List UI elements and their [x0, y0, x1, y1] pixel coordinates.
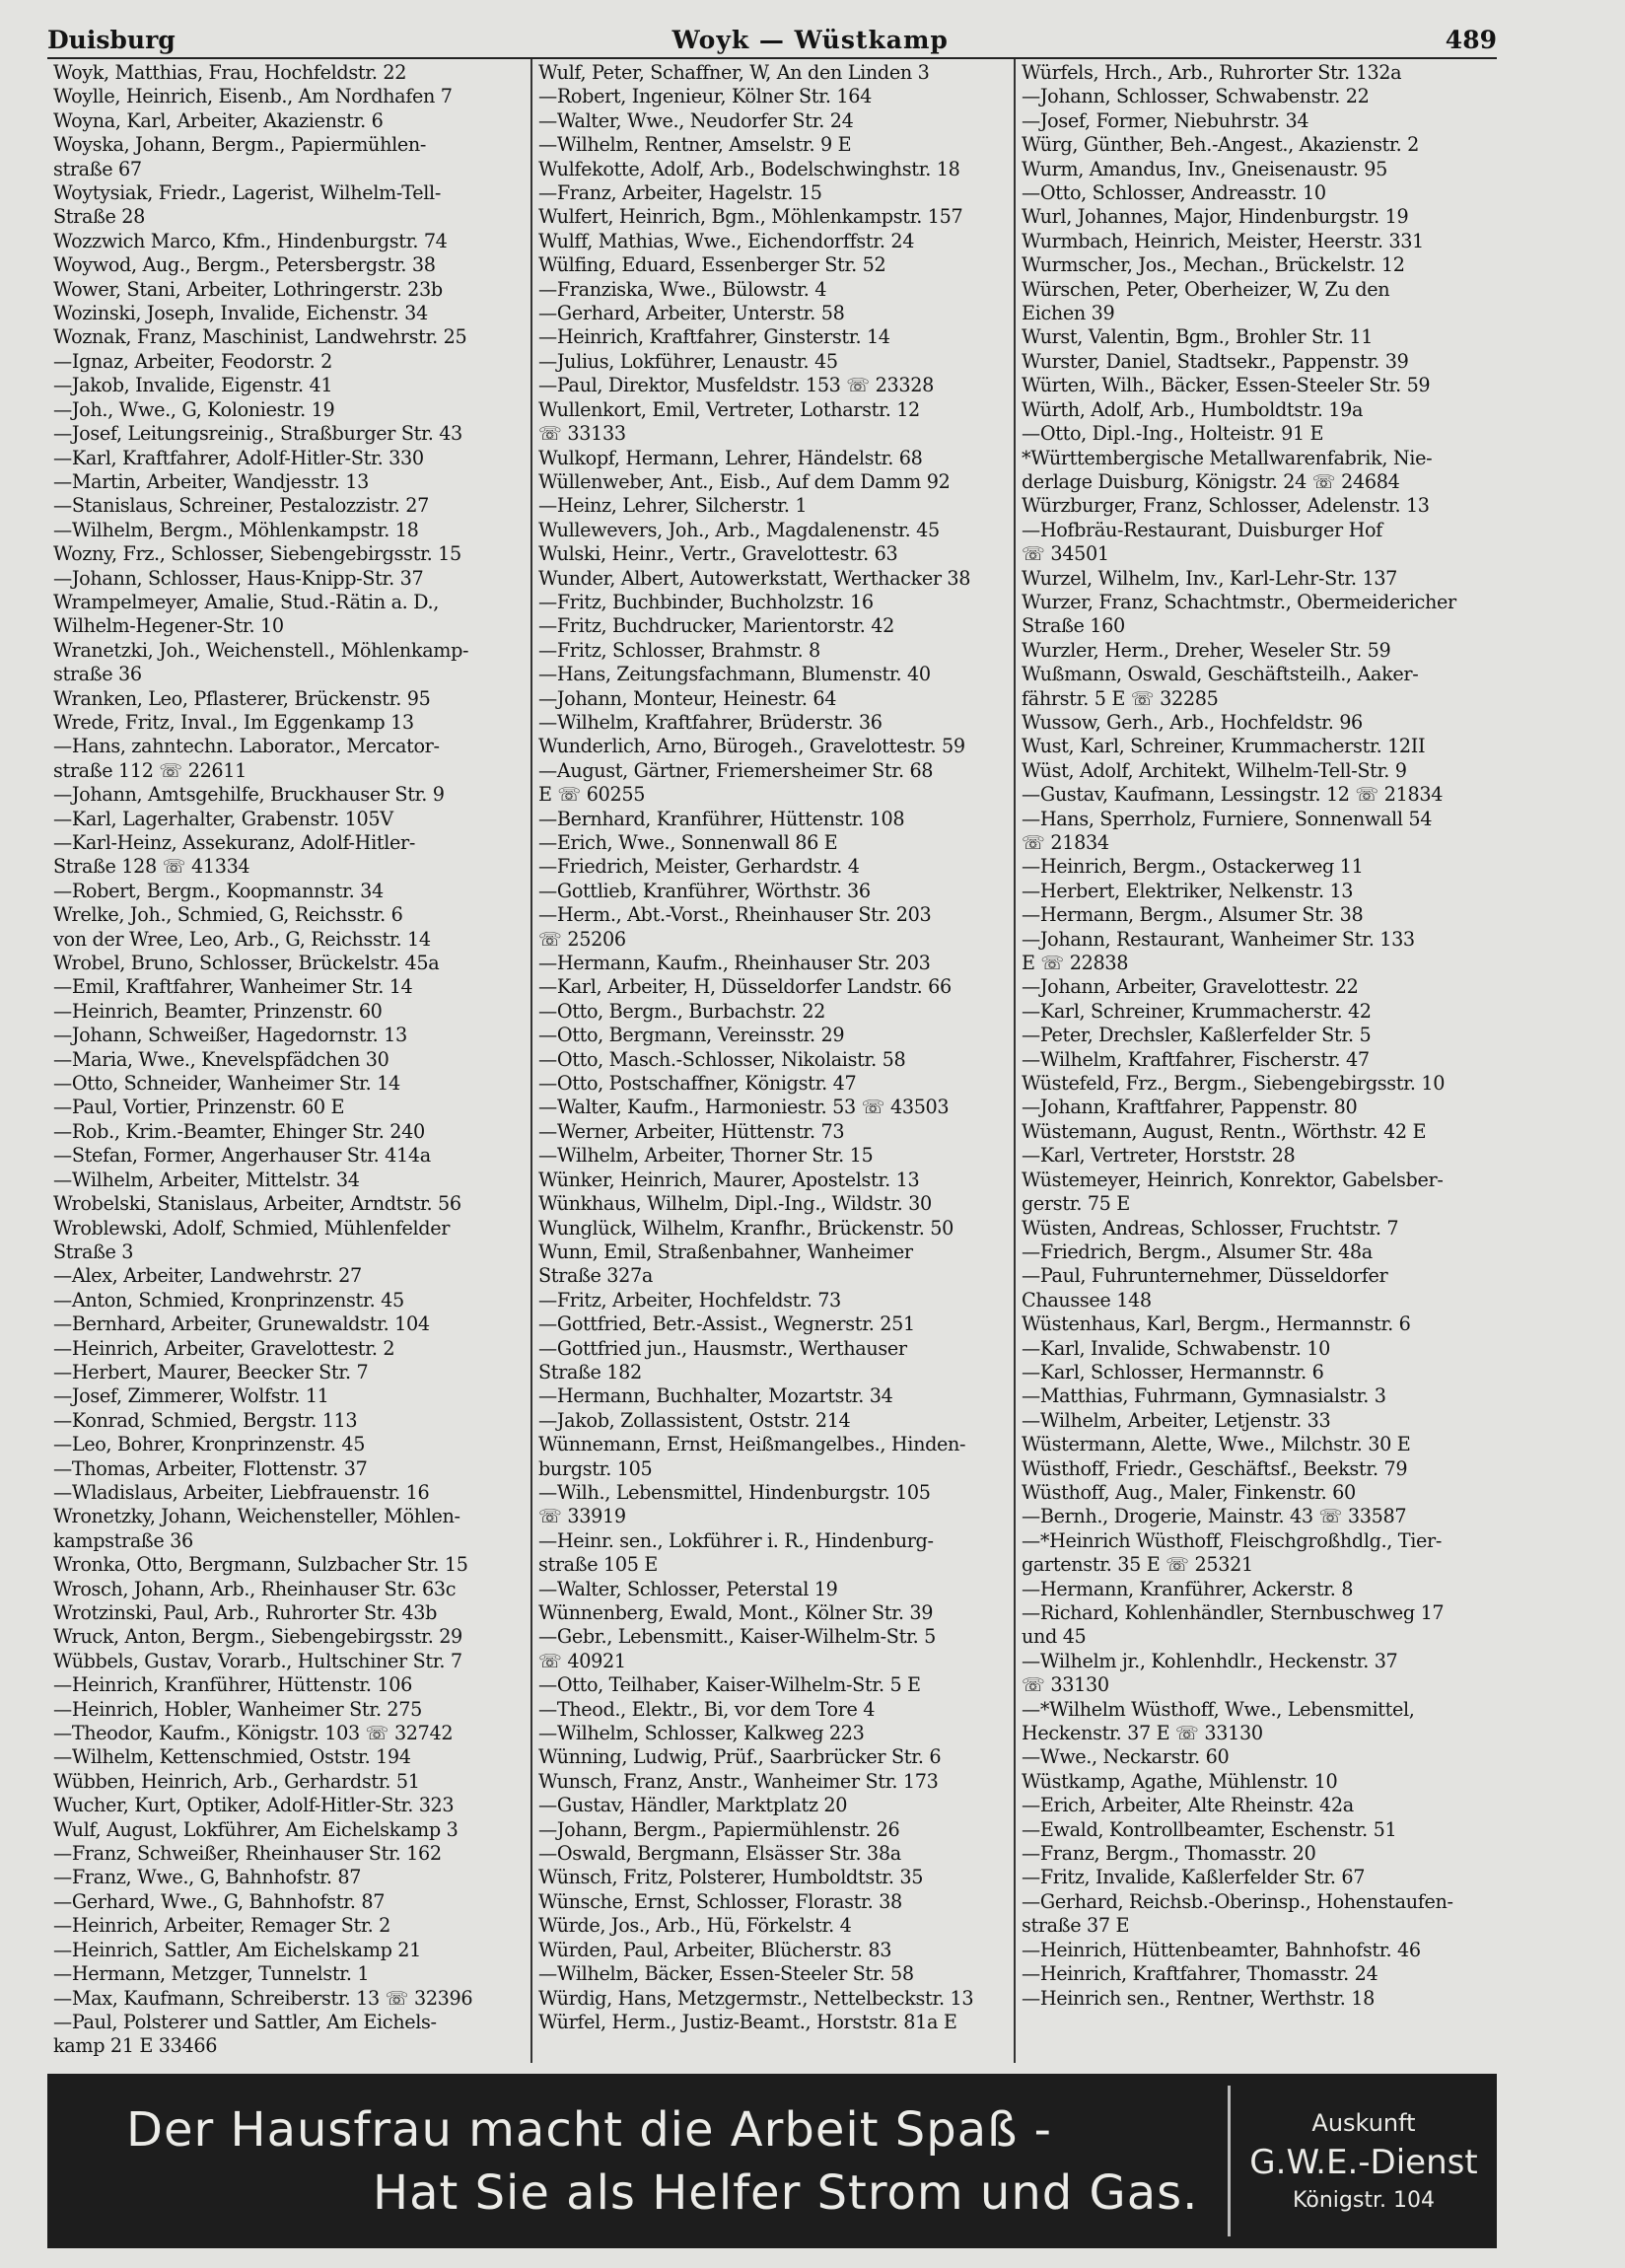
directory-entry-line: —Karl-Heinz, Assekuranz, Adolf-Hitler- [53, 831, 415, 854]
directory-entry-line: Wroblewski, Adolf, Schmied, Mühlenfelder [53, 1216, 451, 1240]
directory-entry-line: von der Wree, Leo, Arb., G, Reichsstr. 14 [53, 927, 431, 951]
directory-entry-line: —Heinrich, Kraftfahrer, Thomasstr. 24 [1022, 1962, 1378, 1986]
directory-entry-line: —Heinr. sen., Lokführer i. R., Hindenburg- [538, 1528, 934, 1552]
directory-entry-line: —Gottfried jun., Hausmstr., Werthauser [538, 1336, 907, 1360]
directory-columns [47, 59, 1497, 2063]
directory-entry-line: Wünsch, Fritz, Polsterer, Humboldtstr. 35 [538, 1866, 924, 1889]
directory-entry-line: —Gerhard, Arbeiter, Unterstr. 58 [538, 302, 845, 325]
directory-entry-line: Wulff, Mathias, Wwe., Eichendorffstr. 24 [538, 229, 915, 252]
directory-entry-line: —Heinz, Lehrer, Silcherstr. 1 [538, 494, 808, 518]
directory-entry-line: —Konrad, Schmied, Bergstr. 113 [53, 1408, 358, 1432]
directory-entry-line: —Heinrich, Kraftfahrer, Ginsterstr. 14 [538, 325, 890, 349]
directory-entry-line: straße 112 ☏ 22611 [53, 758, 247, 782]
directory-entry-line: —Heinrich, Arbeiter, Remager Str. 2 [53, 1914, 390, 1938]
directory-entry-line: —Karl, Lagerhalter, Grabenstr. 105V [53, 807, 393, 830]
ad-info-address: Königstr. 104 [1293, 2188, 1435, 2213]
directory-entry-line: —Fritz, Buchbinder, Buchholzstr. 16 [538, 590, 874, 613]
directory-entry-line: Wulfekotte, Adolf, Arb., Bodelschwinghstr. 18 [538, 157, 960, 180]
directory-entry-line: Wurmscher, Jos., Mechan., Brückelstr. 12 [1022, 253, 1405, 277]
directory-entry-line: —Wwe., Neckarstr. 60 [1022, 1745, 1230, 1769]
directory-entry-line: —Paul, Polsterer und Sattler, Am Eichels- [53, 2010, 437, 2033]
directory-entry-line: —Matthias, Fuhrmann, Gymnasialstr. 3 [1022, 1384, 1386, 1408]
directory-entry-line: —Johann, Schweißer, Hagedornstr. 13 [53, 1024, 407, 1047]
directory-entry-line: —Karl, Schlosser, Hermannstr. 6 [1022, 1360, 1324, 1383]
directory-entry-line: Wurm, Amandus, Inv., Gneisenaustr. 95 [1022, 157, 1388, 180]
ad-slogan-line-1: Der Hausfrau macht die Arbeit Spaß - [126, 2101, 1052, 2158]
directory-entry-line: —Hermann, Buchhalter, Mozartstr. 34 [538, 1384, 893, 1408]
directory-entry-line: Wrampelmeyer, Amalie, Stud.-Rätin a. D., [53, 590, 440, 613]
directory-entry-line: —Josef, Zimmerer, Wolfstr. 11 [53, 1384, 329, 1408]
directory-entry-line: —Walter, Wwe., Neudorfer Str. 24 [538, 108, 854, 132]
directory-entry-line: Wranetzki, Joh., Weichenstell., Möhlenkamp- [53, 638, 469, 662]
directory-entry-line: Wüst, Adolf, Architekt, Wilhelm-Tell-Str. 9 [1022, 758, 1407, 782]
directory-entry-line: —Karl, Invalide, Schwabenstr. 10 [1022, 1336, 1330, 1360]
directory-column-1 [47, 59, 530, 2063]
directory-entry-line: —Wladislaus, Arbeiter, Liebfrauenstr. 16 [53, 1480, 430, 1504]
directory-entry-line: —Bernhard, Arbeiter, Grunewaldstr. 104 [53, 1312, 430, 1336]
directory-entry-line: —Fritz, Invalide, Kaßlerfelder Str. 67 [1022, 1866, 1366, 1889]
directory-entry-line: Würzburger, Franz, Schlosser, Adelenstr. 13 [1022, 494, 1430, 518]
directory-entry-line: Wulski, Heinr., Vertr., Gravelottestr. 63 [538, 542, 898, 566]
directory-entry-line: straße 67 [53, 157, 142, 180]
directory-entry-line: Würfel, Herm., Justiz-Beamt., Horststr. 81a E [538, 2010, 957, 2033]
ad-slogan-line-2: Hat Sie als Helfer Strom und Gas. [373, 2164, 1199, 2221]
directory-entry-line: —Karl, Kraftfahrer, Adolf-Hitler-Str. 330 [53, 446, 424, 469]
directory-entry-line: —Werner, Arbeiter, Hüttenstr. 73 [538, 1119, 845, 1143]
directory-entry-line: Wünkhaus, Wilhelm, Dipl.-Ing., Wildstr. 30 [538, 1192, 932, 1216]
directory-entry-line: —Heinrich sen., Rentner, Werthstr. 18 [1022, 1986, 1376, 2010]
directory-entry-line: —Hans, zahntechn. Laborator., Mercator- [53, 735, 440, 758]
directory-entry-line: Straße 28 [53, 205, 146, 229]
directory-entry-line: Woyk, Matthias, Frau, Hochfeldstr. 22 [53, 61, 407, 84]
directory-entry-line: —Theodor, Kaufm., Königstr. 103 ☏ 32742 [53, 1722, 454, 1745]
directory-entry-line: Wrede, Fritz, Inval., Im Eggenkamp 13 [53, 710, 414, 734]
directory-entry-line: —Johann, Schlosser, Haus-Knipp-Str. 37 [53, 566, 424, 590]
directory-entry-line: —Herm., Abt.-Vorst., Rheinhauser Str. 203 [538, 903, 932, 927]
directory-entry-line: —Friedrich, Bergm., Alsumer Str. 48a [1022, 1240, 1373, 1263]
directory-entry-line: —Anton, Schmied, Kronprinzenstr. 45 [53, 1288, 404, 1311]
directory-entry-line: —Erich, Wwe., Sonnenwall 86 E [538, 831, 838, 854]
directory-entry-line: —Theod., Elektr., Bi, vor dem Tore 4 [538, 1697, 876, 1721]
directory-entry-line: Würth, Adolf, Arb., Humboldtstr. 19a [1022, 397, 1364, 421]
directory-entry-line: —Wilhelm jr., Kohlenhdlr., Heckenstr. 37 [1022, 1649, 1398, 1672]
directory-entry-line: Wüsthoff, Friedr., Geschäftsf., Beekstr. 79 [1022, 1456, 1408, 1480]
directory-entry-line: Wurl, Johannes, Major, Hindenburgstr. 19 [1022, 205, 1409, 229]
directory-entry-line: —Wilh., Lebensmittel, Hindenburgstr. 105 [538, 1480, 931, 1504]
directory-entry-line: —Franz, Schweißer, Rheinhauser Str. 162 [53, 1842, 442, 1866]
directory-entry-line: Woyna, Karl, Arbeiter, Akazienstr. 6 [53, 108, 384, 132]
directory-entry-line: Wurzel, Wilhelm, Inv., Karl-Lehr-Str. 137 [1022, 566, 1398, 590]
directory-entry-line: Wünnemann, Ernst, Heißmangelbes., Hinden- [538, 1433, 966, 1456]
directory-entry-line: —Johann, Arbeiter, Gravelottestr. 22 [1022, 975, 1359, 999]
ad-info-label: Auskunft [1311, 2109, 1416, 2137]
directory-entry-line: —Wilhelm, Arbeiter, Thorner Str. 15 [538, 1144, 874, 1168]
directory-entry-line: —Hans, Zeitungsfachmann, Blumenstr. 40 [538, 663, 931, 686]
directory-entry-line: Wronetzky, Johann, Weichensteller, Möhlen- [53, 1505, 460, 1528]
directory-entry-line: Wurst, Valentin, Bgm., Brohler Str. 11 [1022, 325, 1374, 349]
directory-entry-line: —Heinrich, Sattler, Am Eichelskamp 21 [53, 1938, 421, 1961]
directory-entry-line: Wunsch, Franz, Anstr., Wanheimer Str. 173 [538, 1769, 939, 1793]
directory-entry-line: Wunder, Albert, Autowerkstatt, Werthacker 38 [538, 566, 971, 590]
directory-entry-line: gerstr. 75 E [1022, 1192, 1130, 1216]
directory-entry-line: Wüllenweber, Ant., Eisb., Auf dem Damm 92 [538, 469, 951, 493]
directory-entry-line: Würg, Günther, Beh.-Angest., Akazienstr. 2 [1022, 133, 1419, 157]
directory-entry-line: —Alex, Arbeiter, Landwehrstr. 27 [53, 1264, 362, 1288]
directory-entry-line: Wozzwich Marco, Kfm., Hindenburgstr. 74 [53, 229, 448, 252]
directory-entry-line: Wust, Karl, Schreiner, Krummacherstr. 12II [1022, 735, 1426, 758]
directory-entry-line: Wucher, Kurt, Optiker, Adolf-Hitler-Str. 323 [53, 1794, 455, 1817]
directory-entry-line: —Wilhelm, Kraftfahrer, Brüderstr. 36 [538, 710, 883, 734]
directory-entry-line: —Heinrich, Hobler, Wanheimer Str. 275 [53, 1697, 423, 1721]
page-number: 489 [1445, 25, 1497, 54]
directory-entry-line: Wronka, Otto, Bergmann, Sulzbacher Str. 15 [53, 1553, 468, 1577]
directory-entry-line: Straße 160 [1022, 614, 1125, 638]
directory-entry-line: Straße 128 ☏ 41334 [53, 855, 250, 879]
directory-entry-line: —Otto, Teilhaber, Kaiser-Wilhelm-Str. 5 E [538, 1673, 921, 1697]
directory-entry-line: —Heinrich, Bergm., Ostackerweg 11 [1022, 855, 1364, 879]
directory-entry-line: —Fritz, Schlosser, Brahmstr. 8 [538, 638, 820, 662]
directory-entry-line: —Rob., Krim.-Beamter, Ehinger Str. 240 [53, 1119, 425, 1143]
directory-entry-line: —Leo, Bohrer, Kronprinzenstr. 45 [53, 1433, 366, 1456]
directory-entry-line: —Stanislaus, Schreiner, Pestalozzistr. 27 [53, 494, 430, 518]
directory-entry-line: straße 105 E [538, 1553, 658, 1577]
directory-entry-line: Chaussee 148 [1022, 1288, 1152, 1311]
directory-entry-line: —Franz, Arbeiter, Hagelstr. 15 [538, 181, 822, 205]
directory-entry-line: —Wilhelm, Kraftfahrer, Fischerstr. 47 [1022, 1047, 1370, 1071]
ad-slogan [47, 2074, 1228, 2248]
directory-entry-line: Würde, Jos., Arb., Hü, Förkelstr. 4 [538, 1914, 852, 1938]
directory-entry-line: —Julius, Lokführer, Lenaustr. 45 [538, 349, 838, 373]
directory-entry-line: Wünnenberg, Ewald, Mont., Kölner Str. 39 [538, 1601, 934, 1624]
directory-entry-line: Woylle, Heinrich, Eisenb., Am Nordhafen 7 [53, 85, 453, 108]
directory-entry-line: —Herbert, Maurer, Beecker Str. 7 [53, 1360, 369, 1383]
directory-entry-line: Wullenkort, Emil, Vertreter, Lotharstr. 12 [538, 397, 920, 421]
directory-entry-line: Wübben, Heinrich, Arb., Gerhardstr. 51 [53, 1769, 420, 1793]
directory-entry-line: burgstr. 105 [538, 1456, 653, 1480]
directory-entry-line: Wußmann, Oswald, Geschäftsteilh., Aaker- [1022, 663, 1419, 686]
directory-entry-line: —Ignaz, Arbeiter, Feodorstr. 2 [53, 349, 332, 373]
directory-entry-line: —Friedrich, Meister, Gerhardstr. 4 [538, 855, 860, 879]
directory-entry-line: —Karl, Schreiner, Krummacherstr. 42 [1022, 999, 1372, 1023]
directory-entry-line: Wüsthoff, Aug., Maler, Finkenstr. 60 [1022, 1480, 1356, 1504]
directory-entry-line: Straße 182 [538, 1360, 642, 1383]
directory-entry-line: Wulf, Peter, Schaffner, W, An den Linden 3 [538, 61, 930, 84]
directory-entry-line: Straße 327a [538, 1264, 653, 1288]
directory-entry-line: Wüstemann, August, Rentn., Wörthstr. 42 E [1022, 1119, 1427, 1143]
directory-entry-line: —Erich, Arbeiter, Alte Rheinstr. 42a [1022, 1794, 1354, 1817]
directory-entry-line: Wower, Stani, Arbeiter, Lothringerstr. 23b [53, 277, 443, 301]
directory-entry-line: —Jakob, Invalide, Eigenstr. 41 [53, 374, 333, 397]
directory-entry-line: Wranken, Leo, Pflasterer, Brückenstr. 95 [53, 686, 431, 710]
directory-entry-line: —Joh., Wwe., G, Koloniestr. 19 [53, 397, 335, 421]
directory-entry-line: —Hermann, Bergm., Alsumer Str. 38 [1022, 903, 1364, 927]
directory-entry-line: Wüstermann, Alette, Wwe., Milchstr. 30 E [1022, 1433, 1411, 1456]
directory-entry-line: —Herbert, Elektriker, Nelkenstr. 13 [1022, 879, 1354, 902]
directory-entry-line: —Robert, Ingenieur, Kölner Str. 164 [538, 85, 872, 108]
directory-entry-line: Wurzler, Herm., Dreher, Weseler Str. 59 [1022, 638, 1391, 662]
directory-entry-line: Wurmbach, Heinrich, Meister, Heerstr. 331 [1022, 229, 1424, 252]
directory-entry-line: —Bernhard, Kranführer, Hüttenstr. 108 [538, 807, 905, 830]
directory-entry-line: Wüstemeyer, Heinrich, Konrektor, Gabelsber- [1022, 1168, 1444, 1191]
directory-entry-line: Straße 3 [53, 1240, 134, 1263]
header-city: Duisburg [47, 25, 176, 54]
directory-entry-line: —Franz, Wwe., G, Bahnhofstr. 87 [53, 1866, 362, 1889]
directory-entry-line: —Heinrich, Beamter, Prinzenstr. 60 [53, 999, 383, 1023]
directory-entry-line: —Otto, Bergmann, Vereinsstr. 29 [538, 1024, 845, 1047]
directory-entry-line: —Heinrich, Arbeiter, Gravelottestr. 2 [53, 1336, 395, 1360]
advertisement-banner [47, 2074, 1497, 2248]
directory-entry-line: —Karl, Vertreter, Horststr. 28 [1022, 1144, 1296, 1168]
directory-entry-line: —Otto, Schneider, Wanheimer Str. 14 [53, 1072, 400, 1096]
directory-entry-line: —Gerhard, Wwe., G, Bahnhofstr. 87 [53, 1889, 386, 1913]
directory-entry-line: —Wilhelm, Rentner, Amselstr. 9 E [538, 133, 852, 157]
directory-entry-line: —Heinrich, Kranführer, Hüttenstr. 106 [53, 1673, 413, 1697]
directory-entry-line: —Heinrich, Hüttenbeamter, Bahnhofstr. 46 [1022, 1938, 1421, 1961]
directory-entry-line: —Hofbräu-Restaurant, Duisburger Hof [1022, 518, 1382, 541]
directory-entry-line: Würschen, Peter, Oberheizer, W, Zu den [1022, 277, 1390, 301]
directory-entry-line: Würden, Paul, Arbeiter, Blücherstr. 83 [538, 1938, 892, 1961]
directory-entry-line: —Otto, Schlosser, Andreasstr. 10 [1022, 181, 1326, 205]
directory-entry-line: kampstraße 36 [53, 1528, 193, 1552]
directory-entry-line: —Stefan, Former, Angerhauser Str. 414a [53, 1144, 431, 1168]
ad-info-name: G.W.E.-Dienst [1249, 2143, 1478, 2182]
directory-entry-line: —Maria, Wwe., Knevelspfädchen 30 [53, 1047, 389, 1071]
directory-entry-line: Wunderlich, Arno, Bürogeh., Gravelottestr. 59 [538, 735, 965, 758]
directory-entry-line: Heckenstr. 37 E ☏ 33130 [1022, 1722, 1263, 1745]
directory-entry-line: —Gottlieb, Kranführer, Wörthstr. 36 [538, 879, 871, 902]
directory-entry-line: und 45 [1022, 1625, 1087, 1649]
directory-entry-line: —Johann, Restaurant, Wanheimer Str. 133 [1022, 927, 1415, 951]
directory-entry-line: ☏ 40921 [538, 1649, 626, 1672]
directory-entry-line: Wurzer, Franz, Schachtmstr., Obermeidericher [1022, 590, 1456, 613]
directory-entry-line: Wüstkamp, Agathe, Mühlenstr. 10 [1022, 1769, 1338, 1793]
directory-entry-line: ☏ 33919 [538, 1505, 626, 1528]
directory-entry-line: —Paul, Fuhrunternehmer, Düsseldorfer [1022, 1264, 1388, 1288]
directory-entry-line: —*Heinrich Wüsthoff, Fleischgroßhdlg., Tier- [1022, 1528, 1442, 1552]
directory-entry-line: —Otto, Postschaffner, Königstr. 47 [538, 1072, 857, 1096]
directory-entry-line: —Walter, Schlosser, Peterstal 19 [538, 1577, 838, 1600]
directory-entry-line: Wrobelski, Stanislaus, Arbeiter, Arndtstr. 56 [53, 1192, 461, 1216]
directory-entry-line: —Wilhelm, Kettenschmied, Oststr. 194 [53, 1745, 411, 1769]
directory-entry-line: —Gerhard, Reichsb.-Oberinsp., Hohenstaufen- [1022, 1889, 1453, 1913]
directory-entry-line: —Thomas, Arbeiter, Flottenstr. 37 [53, 1456, 368, 1480]
directory-entry-line: —Richard, Kohlenhändler, Sternbuschweg 17 [1022, 1601, 1445, 1624]
directory-entry-line: fährstr. 5 E ☏ 32285 [1022, 686, 1219, 710]
directory-entry-line: straße 37 E [1022, 1914, 1130, 1938]
directory-entry-line: ☏ 33133 [538, 422, 626, 446]
directory-entry-line: Wüstenhaus, Karl, Bergm., Hermannstr. 6 [1022, 1312, 1411, 1336]
directory-entry-line: —Franziska, Wwe., Bülowstr. 4 [538, 277, 827, 301]
directory-entry-line: Wüsten, Andreas, Schlosser, Fruchtstr. 7 [1022, 1216, 1399, 1240]
directory-entry-line: ☏ 33130 [1022, 1673, 1109, 1697]
directory-entry-line: ☏ 25206 [538, 927, 626, 951]
directory-entry-line: —Johann, Bergm., Papiermühlenstr. 26 [538, 1817, 900, 1841]
directory-entry-line: Wübbels, Gustav, Vorarb., Hultschiner Str. 7 [53, 1649, 462, 1672]
page-header [47, 22, 1497, 57]
directory-entry-line: Wullewevers, Joh., Arb., Magdalenenstr. 45 [538, 518, 940, 541]
directory-entry-line: —Hermann, Metzger, Tunnelstr. 1 [53, 1962, 370, 1986]
directory-entry-line: straße 36 [53, 663, 142, 686]
directory-entry-line: Wüstefeld, Frz., Bergm., Siebengebirgsstr. 10 [1022, 1072, 1446, 1096]
directory-entry-line: —Hermann, Kranführer, Ackerstr. 8 [1022, 1577, 1354, 1600]
directory-entry-line: —Emil, Kraftfahrer, Wanheimer Str. 14 [53, 975, 413, 999]
directory-entry-line: —Franz, Bergm., Thomasstr. 20 [1022, 1842, 1316, 1866]
directory-entry-line: Wulkopf, Hermann, Lehrer, Händelstr. 68 [538, 446, 923, 469]
directory-entry-line: Wurster, Daniel, Stadtsekr., Pappenstr. 39 [1022, 349, 1409, 373]
directory-column-3 [1014, 59, 1497, 2063]
directory-entry-line: Woywod, Aug., Bergm., Petersbergstr. 38 [53, 253, 436, 277]
directory-entry-line: —Johann, Kraftfahrer, Pappenstr. 80 [1022, 1096, 1358, 1119]
directory-entry-line: —Wilhelm, Bäcker, Essen-Steeler Str. 58 [538, 1962, 914, 1986]
directory-entry-line: —Fritz, Arbeiter, Hochfeldstr. 73 [538, 1288, 841, 1311]
directory-entry-line: *Württembergische Metallwarenfabrik, Nie- [1022, 446, 1433, 469]
header-range: Woyk — Wüstkamp [671, 25, 949, 54]
directory-entry-line: —Wilhelm, Bergm., Möhlenkampstr. 18 [53, 518, 419, 541]
directory-entry-line: —Bernh., Drogerie, Mainstr. 43 ☏ 33587 [1022, 1505, 1407, 1528]
directory-entry-line: Wussow, Gerh., Arb., Hochfeldstr. 96 [1022, 710, 1363, 734]
directory-entry-line: Wünker, Heinrich, Maurer, Apostelstr. 13 [538, 1168, 920, 1191]
directory-entry-line: —Wilhelm, Arbeiter, Mittelstr. 34 [53, 1168, 360, 1191]
directory-entry-line: —Johann, Amtsgehilfe, Bruckhauser Str. 9 [53, 783, 445, 807]
directory-entry-line: Wünning, Ludwig, Prüf., Saarbrücker Str. 6 [538, 1745, 942, 1769]
directory-entry-line: —August, Gärtner, Friemersheimer Str. 68 [538, 758, 934, 782]
directory-entry-line: ☏ 34501 [1022, 542, 1109, 566]
directory-entry-line: Wunn, Emil, Straßenbahner, Wanheimer [538, 1240, 913, 1263]
directory-entry-line: Wrotzinski, Paul, Arb., Ruhrorter Str. 43b [53, 1601, 438, 1624]
directory-entry-line: —Ewald, Kontrollbeamter, Eschenstr. 51 [1022, 1817, 1397, 1841]
directory-entry-line: Wilhelm-Hegener-Str. 10 [53, 614, 284, 638]
ad-info-box [1228, 2086, 1497, 2236]
directory-entry-line: Würdig, Hans, Metzgermstr., Nettelbeckstr. 13 [538, 1986, 974, 2010]
directory-entry-line: —Johann, Schlosser, Schwabenstr. 22 [1022, 85, 1370, 108]
directory-entry-line: —Gottfried, Betr.-Assist., Wegnerstr. 251 [538, 1312, 915, 1336]
directory-entry-line: —Gebr., Lebensmitt., Kaiser-Wilhelm-Str. 5 [538, 1625, 937, 1649]
directory-entry-line: —Peter, Drechsler, Kaßlerfelder Str. 5 [1022, 1024, 1372, 1047]
directory-column-2 [530, 59, 1014, 2063]
directory-entry-line: ☏ 21834 [1022, 831, 1109, 854]
directory-entry-line: —Josef, Former, Niebuhrstr. 34 [1022, 108, 1309, 132]
directory-entry-line: —Wilhelm, Schlosser, Kalkweg 223 [538, 1722, 865, 1745]
directory-entry-line: Woyska, Johann, Bergm., Papiermühlen- [53, 133, 427, 157]
directory-entry-line: —Jakob, Zollassistent, Oststr. 214 [538, 1408, 851, 1432]
directory-entry-line: —Wilhelm, Arbeiter, Letjenstr. 33 [1022, 1408, 1331, 1432]
directory-entry-line: Wunglück, Wilhelm, Kranfhr., Brückenstr. 50 [538, 1216, 954, 1240]
directory-entry-line: —Josef, Leitungsreinig., Straßburger Str. 43 [53, 422, 462, 446]
directory-entry-line: Wulfert, Heinrich, Bgm., Möhlenkampstr. 157 [538, 205, 963, 229]
directory-entry-line: —Gustav, Händler, Marktplatz 20 [538, 1794, 848, 1817]
directory-entry-line: Wrelke, Joh., Schmied, G, Reichsstr. 6 [53, 903, 403, 927]
directory-entry-line: derlage Duisburg, Königstr. 24 ☏ 24684 [1022, 469, 1400, 493]
directory-entry-line: —Otto, Bergm., Burbachstr. 22 [538, 999, 826, 1023]
directory-entry-line: —Paul, Direktor, Musfeldstr. 153 ☏ 23328 [538, 374, 934, 397]
directory-entry-line: Wruck, Anton, Bergm., Siebengebirgsstr. 29 [53, 1625, 462, 1649]
directory-entry-line: E ☏ 22838 [1022, 952, 1129, 975]
directory-entry-line: —Otto, Masch.-Schlosser, Nikolaistr. 58 [538, 1047, 906, 1071]
directory-entry-line: —Johann, Monteur, Heinestr. 64 [538, 686, 837, 710]
directory-entry-line: —Robert, Bergm., Koopmannstr. 34 [53, 879, 384, 902]
directory-entry-line: Woznak, Franz, Maschinist, Landwehrstr. 25 [53, 325, 467, 349]
directory-entry-line: Wulf, August, Lokführer, Am Eichelskamp 3 [53, 1817, 459, 1841]
directory-entry-line: Wrobel, Bruno, Schlosser, Brückelstr. 45a [53, 952, 440, 975]
directory-entry-line: —Hermann, Kaufm., Rheinhauser Str. 203 [538, 952, 931, 975]
directory-entry-line: —Max, Kaufmann, Schreiberstr. 13 ☏ 32396 [53, 1986, 473, 2010]
directory-entry-line: —Paul, Vortier, Prinzenstr. 60 E [53, 1096, 345, 1119]
directory-entry-line: kamp 21 E 33466 [53, 2034, 218, 2058]
directory-entry-line: —Karl, Arbeiter, H, Düsseldorfer Landstr. 66 [538, 975, 952, 999]
directory-entry-line: —*Wilhelm Wüsthoff, Wwe., Lebensmittel, [1022, 1697, 1415, 1721]
directory-entry-line: Wülfing, Eduard, Essenberger Str. 52 [538, 253, 886, 277]
directory-entry-line: —Gustav, Kaufmann, Lessingstr. 12 ☏ 21834 [1022, 783, 1444, 807]
directory-entry-line: Wrosch, Johann, Arb., Rheinhauser Str. 63c [53, 1577, 457, 1600]
directory-entry-line: —Otto, Dipl.-Ing., Holteistr. 91 E [1022, 422, 1324, 446]
directory-entry-line: Würfels, Hrch., Arb., Ruhrorter Str. 132a [1022, 61, 1402, 84]
directory-entry-line: Würten, Wilh., Bäcker, Essen-Steeler Str. 59 [1022, 374, 1431, 397]
directory-entry-line: —Fritz, Buchdrucker, Marientorstr. 42 [538, 614, 895, 638]
directory-entry-line: gartenstr. 35 E ☏ 25321 [1022, 1553, 1253, 1577]
directory-entry-line: —Martin, Arbeiter, Wandjesstr. 13 [53, 469, 369, 493]
directory-entry-line: Wünsche, Ernst, Schlosser, Florastr. 38 [538, 1889, 902, 1913]
directory-entry-line: Eichen 39 [1022, 302, 1115, 325]
directory-entry-line: —Walter, Kaufm., Harmoniestr. 53 ☏ 43503 [538, 1096, 950, 1119]
directory-entry-line: —Oswald, Bergmann, Elsässer Str. 38a [538, 1842, 901, 1866]
directory-entry-line: Wozinski, Joseph, Invalide, Eichenstr. 34 [53, 302, 428, 325]
directory-entry-line: —Hans, Sperrholz, Furniere, Sonnenwall 54 [1022, 807, 1433, 830]
directory-entry-line: E ☏ 60255 [538, 783, 646, 807]
directory-entry-line: Wozny, Frz., Schlosser, Siebengebirgsstr. 15 [53, 542, 461, 566]
directory-entry-line: Woytysiak, Friedr., Lagerist, Wilhelm-Tell- [53, 181, 441, 205]
